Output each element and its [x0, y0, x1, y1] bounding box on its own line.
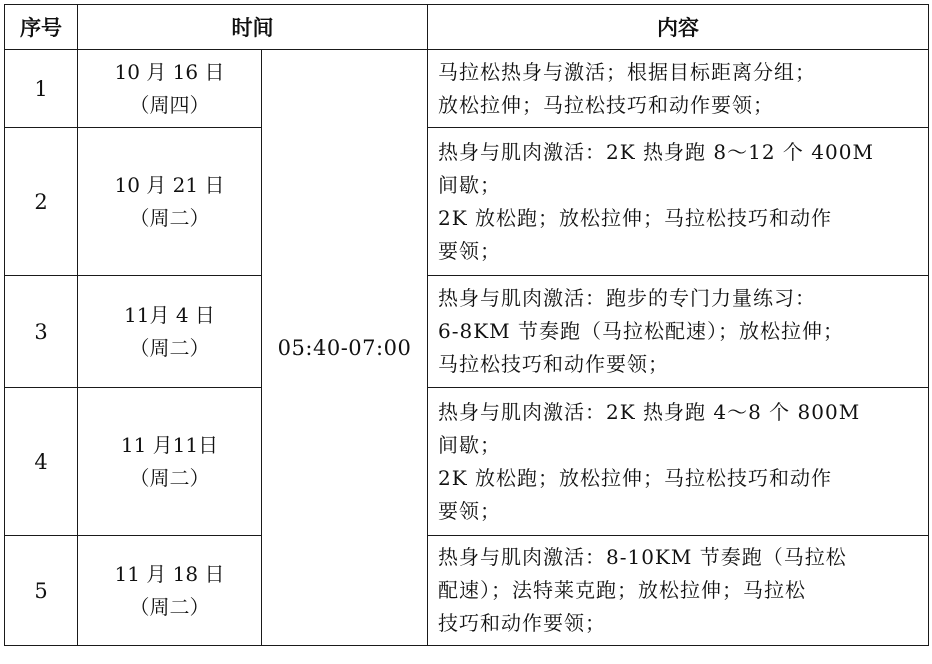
row-weekday: （周四） [129, 92, 210, 117]
row-date-cell [78, 128, 262, 276]
schedule-table-wrapper [4, 4, 929, 646]
row-date: 11 月 18 日 [114, 561, 225, 586]
row-weekday: （周二） [129, 335, 210, 360]
row-seq: 5 [5, 536, 78, 646]
content-line: 热身与肌肉激活：2K 热身跑 8～12 个 400M [438, 139, 874, 164]
table-row [5, 536, 929, 646]
row-seq: 1 [5, 50, 78, 128]
table-header-row [5, 5, 929, 50]
table-row [5, 128, 929, 276]
row-seq: 2 [5, 128, 78, 276]
content-line: 配速）；法特莱克跑；放松拉伸；马拉松 [438, 578, 806, 602]
row-date-cell [78, 50, 262, 128]
content-line: 间歇； [438, 432, 501, 457]
header-time: 时间 [78, 5, 428, 50]
content-line: 马拉松热身与激活；根据目标距离分组； [438, 59, 816, 84]
content-line: 技巧和动作要领； [438, 611, 606, 635]
row-content [428, 276, 929, 388]
row-seq: 4 [5, 388, 78, 536]
row-content [428, 128, 929, 276]
row-date: 11 月11日 [120, 432, 219, 457]
row-date: 10 月 16 日 [114, 59, 225, 84]
content-line: 间歇； [438, 172, 501, 197]
content-line: 放松拉伸；马拉松技巧和动作要领； [438, 92, 774, 117]
row-content [428, 50, 929, 128]
row-date-cell [78, 536, 262, 646]
row-weekday: （周二） [129, 205, 210, 230]
table-row [5, 388, 929, 536]
content-line: 要领； [438, 498, 501, 523]
row-content [428, 388, 929, 536]
table-row [5, 276, 929, 388]
time-range: 05:40-07:00 [262, 50, 428, 646]
content-line: 6-8KM 节奏跑（马拉松配速）；放松拉伸； [438, 319, 844, 343]
row-date: 11月 4 日 [124, 302, 215, 327]
content-line: 热身与肌肉激活：2K 热身跑 4～8 个 800M [438, 399, 861, 424]
content-line: 2K 放松跑；放松拉伸；马拉松技巧和动作 [438, 205, 833, 230]
row-seq: 3 [5, 276, 78, 388]
row-weekday: （周二） [129, 594, 210, 619]
header-content: 内容 [428, 5, 929, 50]
table-row [5, 50, 929, 128]
row-date: 10 月 21 日 [114, 172, 225, 197]
row-weekday: （周二） [129, 465, 210, 490]
row-content [428, 536, 929, 646]
content-line: 热身与肌肉激活：8-10KM 节奏跑（马拉松 [438, 545, 847, 569]
training-schedule-table [4, 4, 929, 646]
row-date-cell [78, 276, 262, 388]
content-line: 2K 放松跑；放松拉伸；马拉松技巧和动作 [438, 465, 833, 490]
row-date-cell [78, 388, 262, 536]
content-line: 马拉松技巧和动作要领； [438, 352, 669, 376]
content-line: 要领； [438, 238, 501, 263]
content-line: 热身与肌肉激活：跑步的专门力量练习： [438, 286, 816, 310]
header-seq: 序号 [5, 5, 78, 50]
